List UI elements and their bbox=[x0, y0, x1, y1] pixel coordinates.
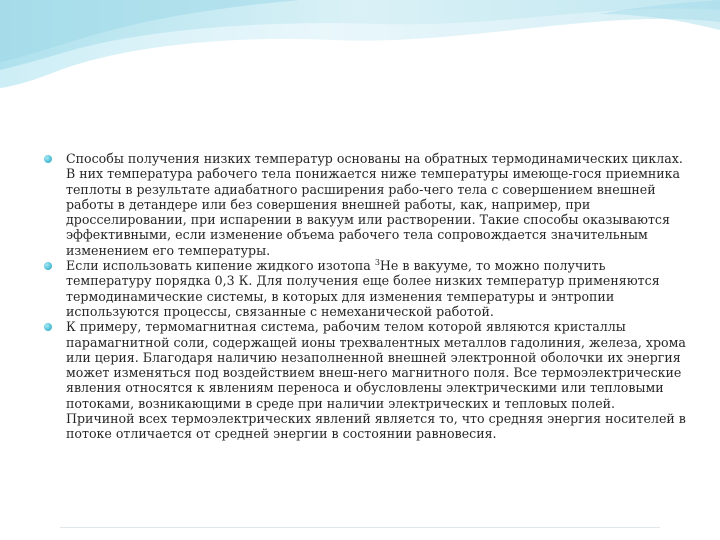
bullet-text: Способы получения низких температур основаны на обратных термодинамических циклах. В них температура рабочего тела понижается ниже температуры имеюще-гося приемника теплоты в результате адиабатного расширения рабо-чего тела с совершением внешней работы в детандере или без совершения внешней работы, как, например, при дросселировании, при испарении в вакуум или растворении. Такие способы оказываются эффективными, если изменение объема рабочего тела сопровождается значительным изменением его температуры. bbox=[66, 151, 683, 258]
content-area bbox=[44, 151, 686, 442]
bullet-dot-icon bbox=[44, 323, 52, 331]
bullet-text-start: Если использовать кипение жидкого изотопа bbox=[66, 258, 375, 274]
bullet-text: К примеру, термомагнитная система, рабочим телом которой являются кристаллы парамагнитной соли, содержащей ионы трехвалентных металлов гадолиния, железа, хрома или церия. Благодаря наличию незаполненной внешней электронной оболочки их энергия может изменяться под воздействием внеш-него магнитного поля. Все термоэлектрические явления относятся к явлениям переноса и обусловлены электрическими или тепловыми потоками, возникающими в среде при наличии электрических и тепловых полей. Причиной всех термоэлектрических явлений является то, что средняя энергия носителей в потоке отличается от средней энергии в состоянии равновесия. bbox=[66, 319, 686, 442]
footer-divider bbox=[60, 527, 660, 528]
bullet-text-end: Не в вакууме, то можно получить температуру порядка 0,3 К. Для получения еще более низких температур применяются термодинамические системы, в которых для изменения температуры и энтропии используются процессы, связанные с немеханической работой. bbox=[66, 258, 660, 319]
bullet-item bbox=[44, 319, 686, 441]
bullet-dot-icon bbox=[44, 155, 52, 163]
bullet-dot-icon bbox=[44, 262, 52, 270]
isotope-mass-number: 3 bbox=[374, 257, 380, 267]
bullet-item bbox=[44, 258, 686, 319]
bullet-item bbox=[44, 151, 686, 258]
bullet-list bbox=[44, 151, 686, 442]
header-wave-decoration bbox=[0, 0, 720, 110]
